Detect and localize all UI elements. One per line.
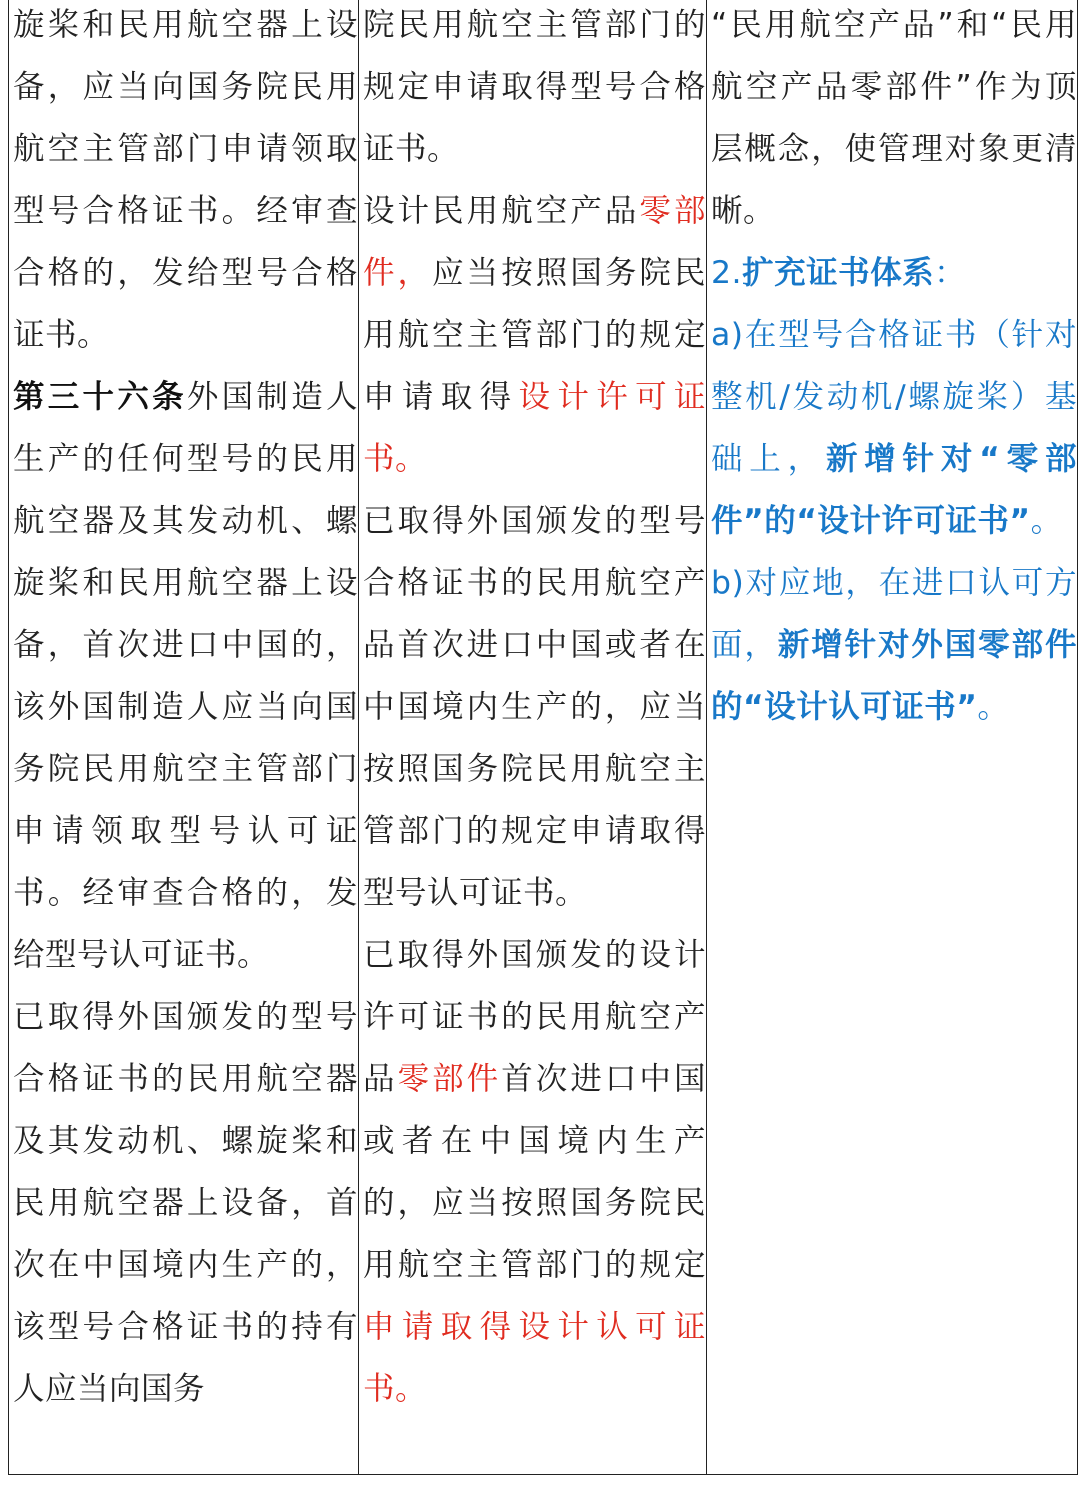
text-run: 申请取得设计认可证书。: [363, 1309, 706, 1407]
text-run: 。: [977, 689, 1010, 725]
text-run: 新增针对外国零部件的“设计认可证书”: [711, 627, 1077, 725]
text-run: 扩充证书体系: [742, 255, 935, 291]
table-column-original: [9, 0, 359, 1474]
text-run: 第三十六条: [13, 379, 187, 415]
text-run: 院民用航空主管部门的规定申请取得型号合格证书。: [363, 7, 706, 167]
text-run: 新增针对“零部件”的“设计许可证书”: [711, 441, 1077, 539]
text-run: 。: [1030, 503, 1063, 539]
text-run: 已取得外国颁发的型号合格证书的民用航空产品首次进口中国或者在中国境内生产的，应当按照国务院民用航空主管部门的规定申请取得型号认可证书。: [363, 503, 706, 911]
text-run: 2.: [711, 255, 743, 291]
text-run: 外国制造人生产的任何型号的民用航空器及其发动机、螺旋桨和民用航空器上设备，首次进口中国的，该外国制造人应当向国务院民用航空主管部门申请领取型号认可证书。经审查合格的，发给型号认可证书。: [13, 379, 358, 973]
text-run: 零部件，: [363, 193, 706, 291]
table-cell-paragraph: [711, 304, 1077, 552]
text-run: “民用航空产品”和“民用航空产品零部件”作为顶层概念，使管理对象更清晰。: [711, 7, 1077, 229]
text-run: 设计许可证书。: [363, 379, 706, 477]
text-run: 已取得外国颁发的型号合格证书的民用航空器及其发动机、螺旋桨和民用航空器上设备，首次在中国境内生产的，该型号合格证书的持有人应当向国务: [13, 999, 358, 1407]
table-cell-paragraph: [13, 986, 358, 1420]
text-run: a)在型号合格证书（针对整机/发动机/螺旋桨）基础上，: [711, 317, 1077, 477]
table-cell-paragraph: [711, 552, 1077, 738]
text-run: 应当按照国务院民用航空主管部门的规定申请取得: [363, 255, 706, 415]
table-cell-paragraph: [363, 0, 706, 180]
comparison-table: [8, 0, 1078, 1475]
text-run: ：: [934, 255, 967, 291]
text-run: 零部件: [397, 1061, 502, 1097]
table-column-notes: [707, 0, 1077, 1474]
table-cell-paragraph: [363, 180, 706, 490]
table-column-revised: [359, 0, 707, 1474]
table-cell-paragraph: [711, 242, 1077, 304]
table-cell-paragraph: [13, 0, 358, 366]
text-run: 首次进口中国或者在中国境内生产的，应当按照国务院民用航空主管部门的规定: [363, 1061, 706, 1283]
table-cell-paragraph: [363, 924, 706, 1420]
text-run: 设计民用航空产品: [363, 193, 640, 229]
text-run: 已取得外国颁发的设计许可证书的民用航空产品: [363, 937, 706, 1097]
table-cell-paragraph: [711, 0, 1077, 242]
table-cell-paragraph: [13, 366, 358, 986]
table-cell-paragraph: [363, 490, 706, 924]
text-run: 旋桨和民用航空器上设备，应当向国务院民用航空主管部门申请领取型号合格证书。经审查合格的，发给型号合格证书。: [13, 7, 358, 353]
text-run: b)对应地，在进口认可方面，: [711, 565, 1077, 663]
